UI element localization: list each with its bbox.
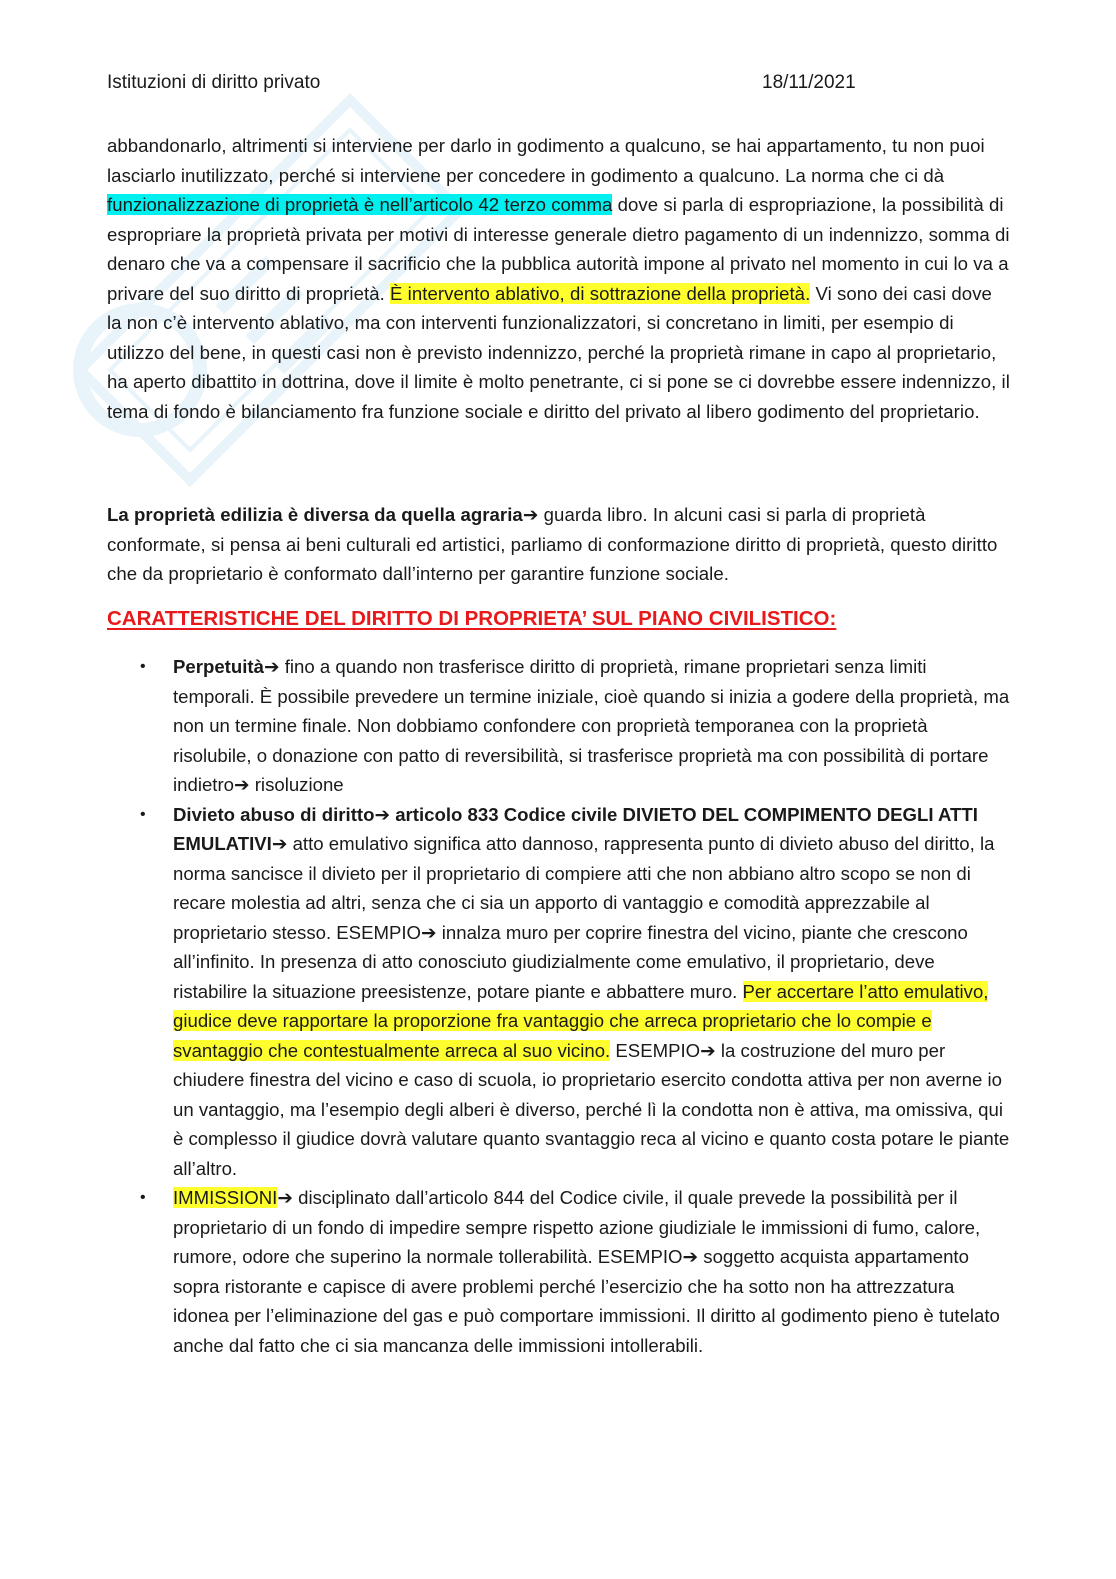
arrow-icon: ➔ [277,1187,293,1208]
list-item-perpetuita [0,652,1011,800]
bullet-icon: • [140,805,146,823]
paragraph-text: Vi sono dei casi dove la non c’è intervento ablativo, ma con interventi funzionalizzatori, si concretano in limiti, per esempio di utilizzo del bene, in questi casi non è previsto indennizzo, perché la proprietà rimane in capo al proprietario, ha aperto dibattito in dottrina, dove il limite è molto penetrante, ci si pone se ci dovrebbe essere indennizzo, il tema di fondo è bilanciamento fra funzione sociale e diritto del privato al libero godimento del proprietario. [107,282,1010,422]
characteristics-list [0,652,1116,1360]
item-text: risoluzione [249,774,344,795]
arrow-icon: ➔ [374,803,391,825]
highlight-yellow: Per accertare l’atto emulativo, giudice deve rapportare la proporzione fra vantaggio che arreca proprietario che lo compie e svantaggio che contestualmente arreca al suo vicino. [173,980,989,1061]
item-text: la costruzione del muro per chiudere finestra del vicino e caso di scuola, io proprietario esercito condotta attiva per non averne io un vantaggio, ma l’esempio degli alberi è diverso, perché lì la condotta non è attiva, ma omissiva, qui è complesso il giudice dovrà valutare quanto svantaggio reca al vicino e quanto costa potare le piante all’altro. [173,1039,1010,1179]
item-title: Divieto abuso di diritto [173,803,375,825]
item-text: disciplinato dall’articolo 844 del Codice civile, il quale prevede la possibilità per il proprietario di un fondo di impedire sempre rispetto azione giudiziale le immissioni di fumo, calore, rumore, odore che superino la normale tollerabilità. ESEMPIO [173,1187,981,1267]
highlight-cyan: funzionalizzazione di proprietà è nell’articolo 42 terzo comma [107,194,613,215]
paragraph-expropriation [107,131,1011,426]
arrow-icon: ➔ [271,833,288,854]
bold-lead: La proprietà edilizia è diversa da quella agraria [107,504,523,525]
item-text: fino a quando non trasferisce diritto di proprietà, rimane proprietari senza limiti temporali. È possibile prevedere un termine iniziale, cioè quando si inizia a godere della proprietà, ma non un termine finale. Non dobbiamo confondere con proprietà temporanea con la proprietà risolubile, o donazione con patto di reversibilità, si trasferisce proprietà ma con possibilità di portare indietro [173,656,1010,795]
item-text: atto emulativo significa atto dannoso, rappresenta punto di divieto abuso del diritto, la norma sancisce il divieto per il proprietario di compiere atti che non abbiano altro scopo se non di recare molestia ad altri, senza che ci sia un apporto di vantaggio e comodità apprezzabile al proprietario stesso. ESEMPIO [173,833,995,943]
bullet-icon: • [140,1189,146,1206]
highlight-yellow: IMMISSIONI [173,1187,278,1208]
arrow-icon: ➔ [233,774,250,795]
header-title: Istituzioni di diritto privato [107,72,321,93]
paragraph-text: guarda libro. In alcuni casi si parla di proprietà conformate, si pensa ai beni culturali ed artistici, parliamo di conformazione diritto di proprietà, questo diritto che da proprietario è conformato dall’interno per garantire funzione sociale. [107,504,998,584]
arrow-icon: ➔ [682,1246,699,1267]
arrow-icon: ➔ [700,1039,716,1061]
header-date: 18/11/2021 [762,72,856,93]
highlight-yellow: È intervento ablativo, di sottrazione della proprietà. [390,282,811,304]
item-text: soggetto acquista appartamento sopra ristorante e capisce di avere problemi perché l’esercizio che ha sotto non ha attrezzatura idonea per l’eliminazione del gas e può comportare immissioni. Il diritto al godimento pieno è tutelato anche dal fatto che ci sia mancanza delle immissioni intollerabili. [173,1246,1000,1356]
item-text: innalza muro per coprire finestra del vicino, piante che crescono all’infinito. In presenza di atto conosciuto giudizialmente come emulativo, il proprietario, deve ristabilire la situazione preesistenze, potare piante e abbattere muro. [173,921,968,1002]
paragraph-text: dove si parla di espropriazione, la possibilità di espropriare la proprietà privata per motivi di interesse generale dietro pagamento di un indennizzo, somma di denaro che va a compensare il sacrificio che la pubblica autorità impone al privato nel momento in cui lo va a privare del suo diritto di proprietà. [107,194,1010,304]
arrow-icon: ➔ [263,656,280,677]
bullet-icon: • [140,658,146,675]
list-item-divieto-abuso [0,800,1011,1184]
item-title-article: articolo 833 Codice civile DIVIETO DEL COMPIMENTO DEGLI ATTI EMULATIVI [173,803,978,854]
item-text: ESEMPIO [610,1039,701,1061]
paragraph-building-property [107,500,1011,589]
arrow-icon: ➔ [421,921,437,943]
paragraph-text: abbandonarlo, altrimenti si interviene per darlo in godimento a qualcuno, se hai appartamento, tu non puoi lasciarlo inutilizzato, perché si interviene per concedere in godimento a qualcuno. La norma che ci dà [107,135,985,186]
section-heading: CARATTERISTICHE DEL DIRITTO DI PROPRIETA’ SUL PIANO CIVILISTICO: [107,607,837,630]
item-title: Perpetuità [173,656,264,677]
list-item-immissioni [0,1183,1011,1360]
arrow-icon: ➔ [522,504,539,525]
